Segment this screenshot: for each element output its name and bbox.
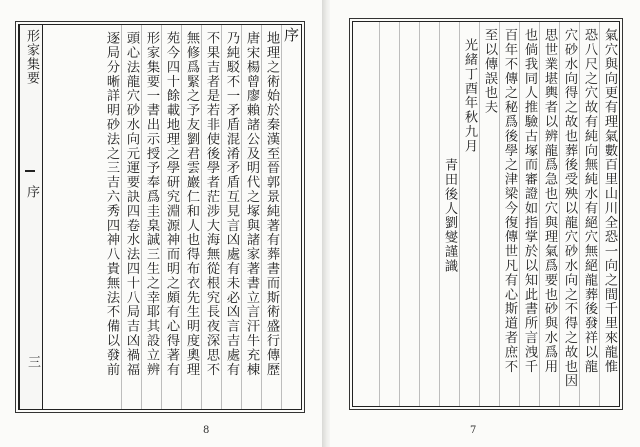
text-column: 形家集要一書出示授予奉爲圭臬誠三生之幸耶其設立辨 [141, 25, 161, 409]
spine-page-number: 三 [25, 355, 40, 368]
signature-column: 青田後人劉燮謹識 [439, 22, 459, 406]
text-column: 百年不傳之秘爲後學之津梁今復傳世凡有心斯道者庶不 [499, 22, 519, 406]
text-column: 恐八尺之穴故有純向無純水有絕穴無絕龍葬後發祥以龍 [579, 22, 599, 406]
left-page-columns [41, 25, 301, 409]
text-column: 穴砂水向得之故也葬後受殃以龍穴砂水向之不得之故也因 [559, 22, 579, 406]
right-page-frame [352, 21, 620, 407]
spine-section: 序 [24, 185, 39, 199]
date-column: 光緒丁酉年秋九月 [459, 22, 479, 406]
text-column: 苑今四十餘載地理之學研究淵源神而明之頗有心得著有 [161, 25, 181, 409]
text-column: 乃純駁不一矛盾混淆矛盾互見言凶處有未必凶言吉處有 [221, 25, 241, 409]
text-column: 不果吉者是若非使後學者茫涉大海無從根究長夜深思不 [201, 25, 221, 409]
left-page-spine [19, 25, 43, 409]
text-column: 頭心法龍穴砂水向元運要訣四卷水法四十八局吉凶禍福 [121, 25, 141, 409]
text-column: 地理之術始於秦漢至晉郭景純著有葬書而斯術盛行傳歷 [261, 25, 281, 409]
preface-heading: 序 [281, 25, 301, 409]
book-gutter [322, 0, 330, 447]
right-page-columns [353, 22, 619, 406]
left-page-frame [18, 24, 302, 410]
text-column: 思世業堪輿者以辨龍爲急也穴與理氣爲要也砂與水爲用 [539, 22, 559, 406]
text-column: 無修爲緊之予友劉君雲巖仁和人也得布衣先生明度奧理 [181, 25, 201, 409]
text-column: 也倘我同人推驗古塚而審證如指掌於以知此書所言洩千 [519, 22, 539, 406]
right-page [330, 0, 640, 447]
empty-column [379, 22, 399, 406]
text-column: 唐宋楊曾廖賴諸公及明代之塚與諸家著書立言汗牛充棟 [241, 25, 261, 409]
empty-column [419, 22, 439, 406]
text-column: 逐局分晰詳明砂法之三吉六秀四神八貴無法不備以發前 [104, 31, 119, 377]
empty-column [399, 22, 419, 406]
text-column: 至以傳誤也夫 [479, 22, 499, 406]
right-page-number: 7 [470, 425, 477, 436]
left-page-number: 8 [203, 425, 210, 436]
spine-fishtail-mark [25, 170, 35, 180]
empty-column [359, 22, 379, 406]
spine-title: 形家集要 [24, 29, 39, 85]
text-column: 氣穴與向更有理氣數百里山川全恐一向之間千里來龍惟 [599, 22, 619, 406]
